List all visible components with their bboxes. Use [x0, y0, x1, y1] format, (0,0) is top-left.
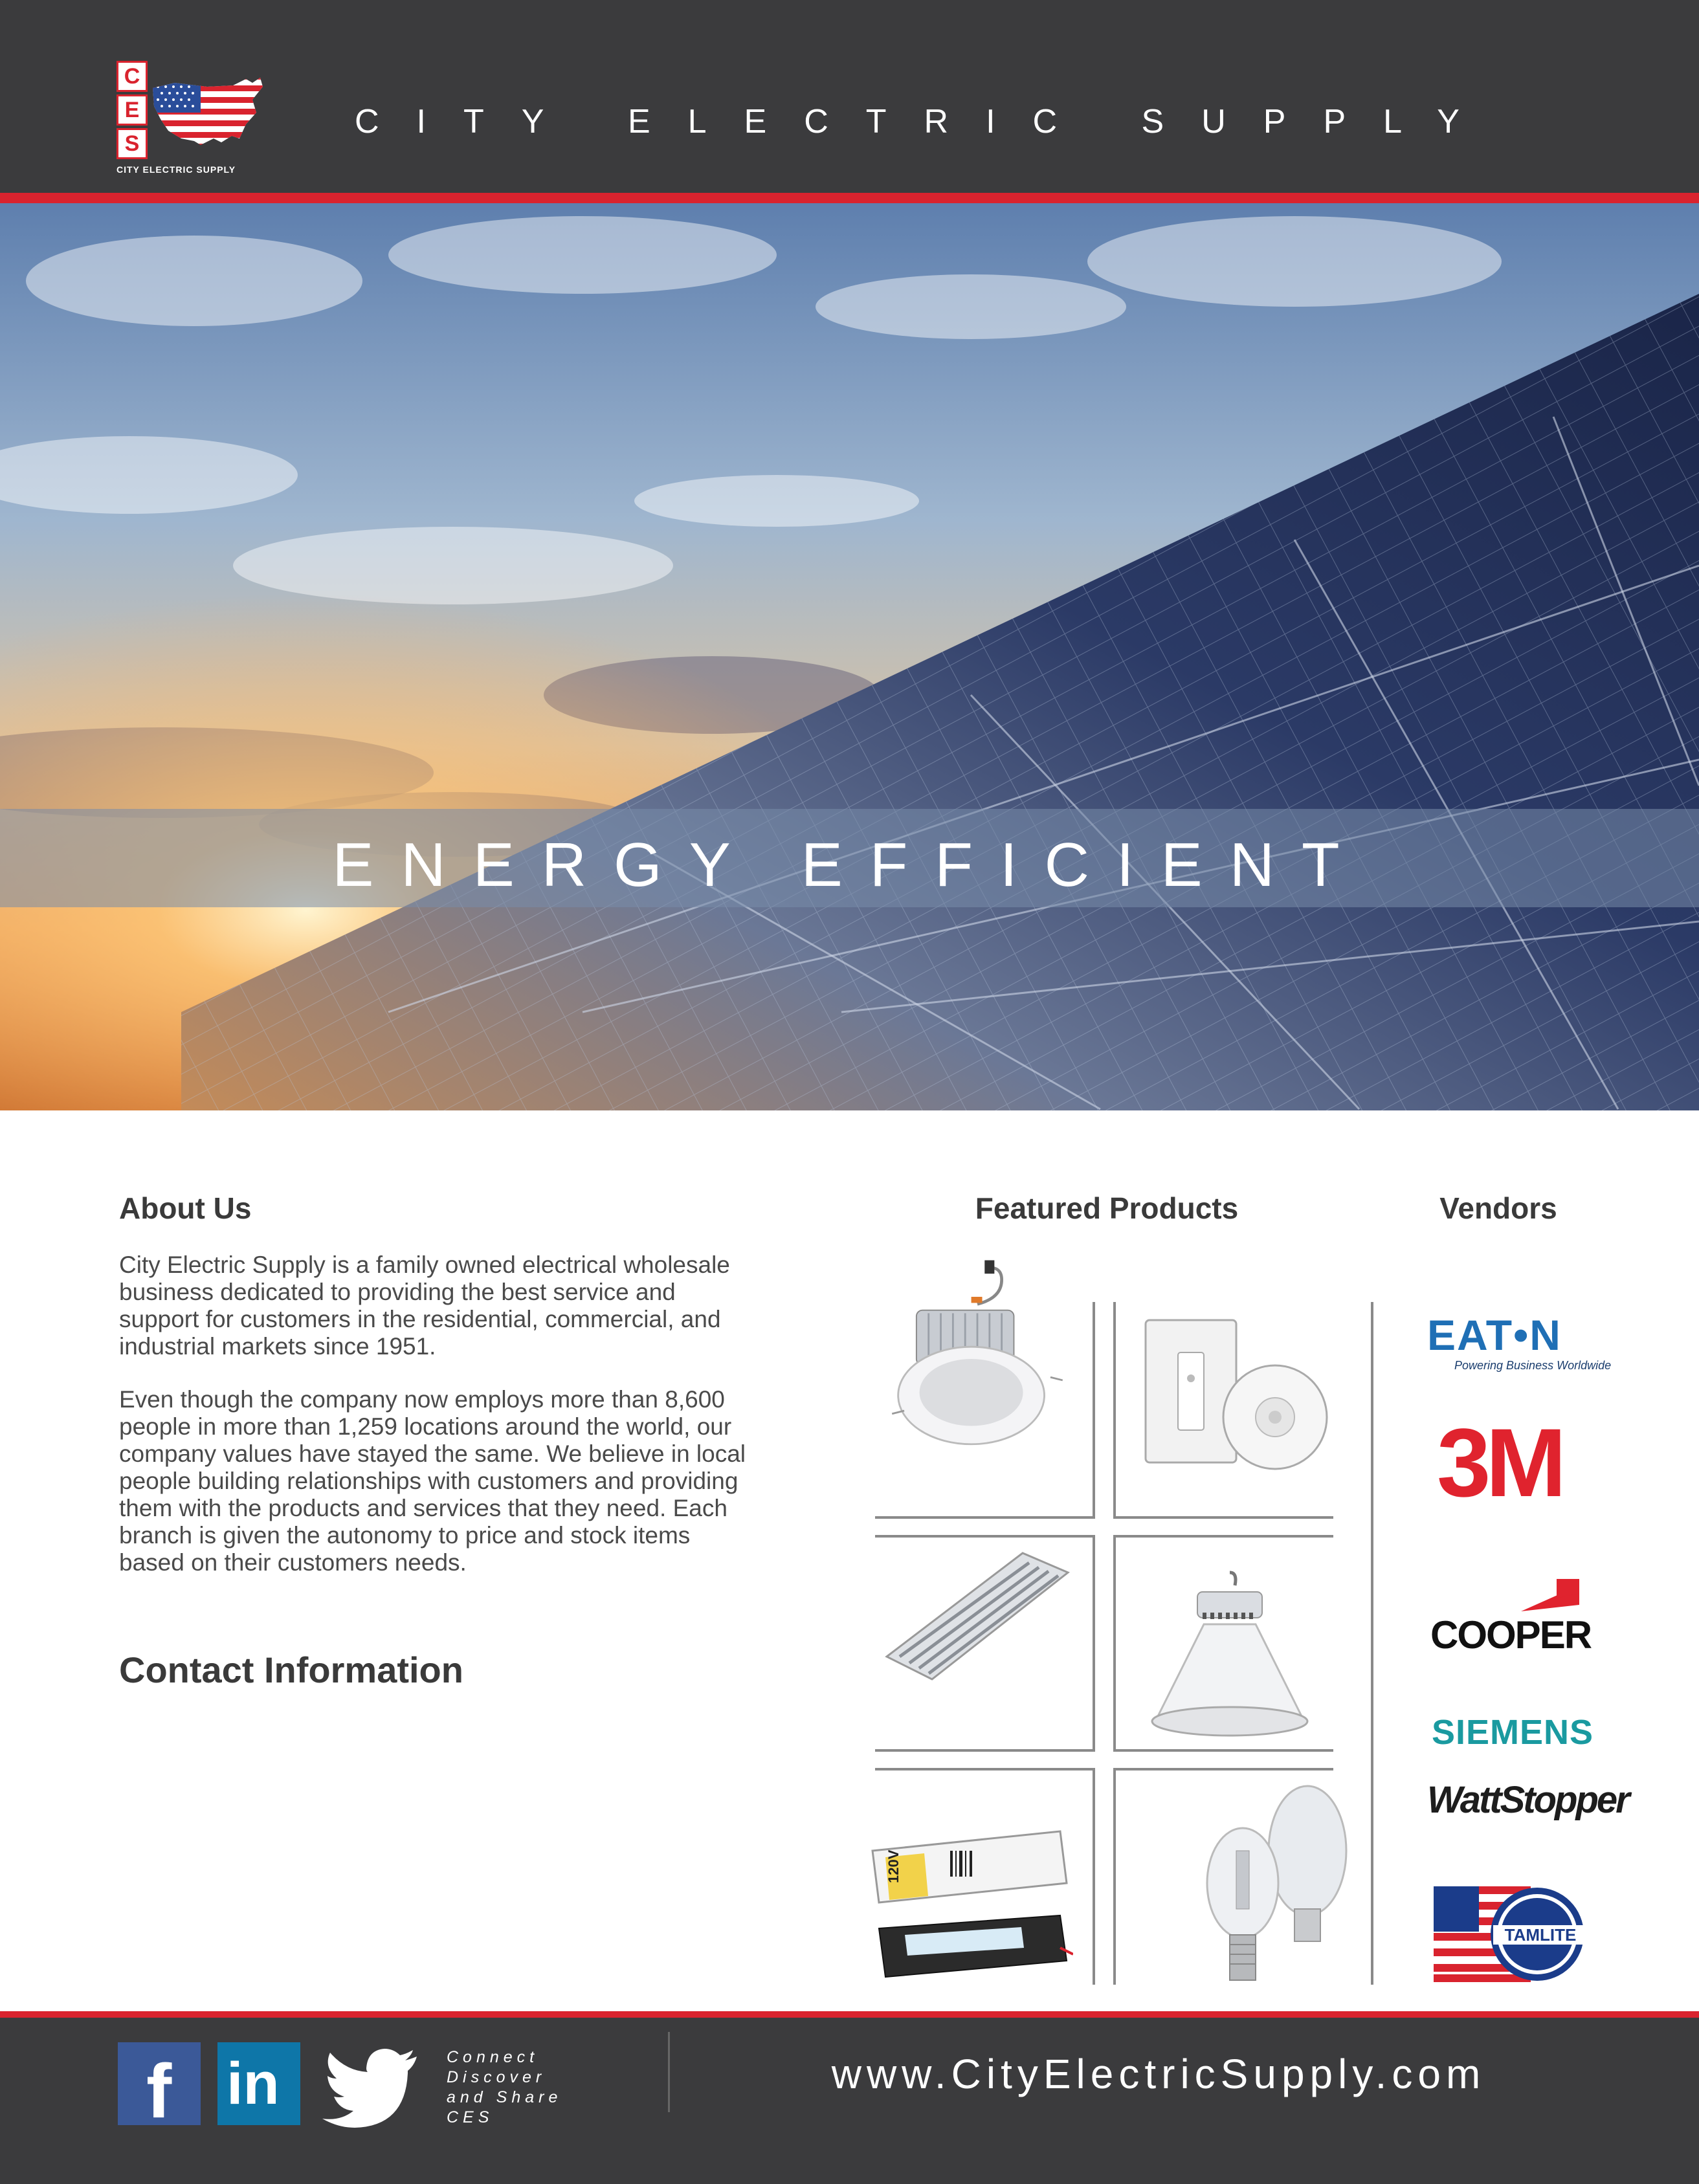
grid-line-vertical-right-3 — [1113, 1768, 1116, 1985]
twitter-icon[interactable] — [322, 2045, 418, 2128]
grid-line-horizontal-3 — [875, 1749, 1093, 1752]
about-heading: About Us — [119, 1191, 252, 1225]
grid-line-vertical-right-2 — [1113, 1535, 1116, 1752]
grid-line-vertical-right — [1113, 1302, 1116, 1519]
vendor-wattstopper[interactable] — [1427, 1778, 1634, 1824]
vendor-cooper-wordmark: COOPER — [1430, 1613, 1592, 1657]
facebook-icon[interactable] — [118, 2042, 201, 2134]
featured-products-heading: Featured Products — [975, 1191, 1239, 1225]
grid-line-horizontal-7 — [875, 1535, 1093, 1538]
product-electronic-ballast[interactable] — [866, 1805, 1073, 2013]
product-fluorescent-fixture[interactable] — [874, 1540, 1081, 1747]
vendor-siemens[interactable] — [1432, 1712, 1600, 1751]
footer-divider — [668, 2032, 670, 2112]
linkedin-letters: in — [227, 2051, 280, 2117]
brand-title: CITY ELECTRIC SUPPLY — [355, 103, 1497, 140]
grid-line-horizontal-1 — [875, 1516, 1093, 1519]
grid-line-horizontal-2 — [1116, 1516, 1333, 1519]
logo-caption: CITY ELECTRIC SUPPLY — [117, 164, 236, 175]
grid-line-horizontal-8 — [1116, 1535, 1333, 1538]
vendors-heading: Vendors — [1439, 1191, 1557, 1225]
logo-letter-c: C — [117, 61, 148, 92]
connect-line-1: Connect — [447, 2048, 539, 2066]
connect-line-4: CES — [447, 2108, 494, 2126]
website-link[interactable]: www.CityElectricSupply.com — [831, 2051, 1486, 2097]
logo-letter-e: E — [117, 94, 148, 126]
grid-line-vertical-left-2 — [1093, 1535, 1095, 1752]
product-metal-halide-lamps[interactable] — [1165, 1780, 1372, 1987]
vendor-3m[interactable] — [1437, 1408, 1592, 1517]
vendor-eaton-wordmark: EAT•N — [1427, 1311, 1562, 1359]
vendor-eaton[interactable] — [1427, 1311, 1612, 1378]
vendor-eaton-tagline: Powering Business Worldwide — [1454, 1359, 1612, 1372]
logo-letter-stack — [117, 61, 146, 162]
connect-line-2: Discover — [447, 2068, 546, 2086]
contact-heading: Contact Information — [119, 1649, 463, 1690]
facebook-letter: f — [146, 2049, 172, 2134]
vendor-siemens-wordmark: SIEMENS — [1432, 1713, 1594, 1752]
grid-line-vertical-left-3 — [1093, 1768, 1095, 1985]
solar-panel-sunset-image — [0, 203, 1699, 1110]
vendor-tamlite-wordmark: TAMLITE — [1504, 1925, 1577, 1945]
logo-letter-s: S — [117, 128, 148, 159]
ces-logo[interactable] — [117, 61, 265, 177]
grid-line-vertical-left — [1093, 1302, 1095, 1519]
ballast-voltage-label: 120V — [885, 1849, 902, 1883]
connect-line-3: and Share — [447, 2088, 562, 2106]
vendor-3m-wordmark: 3M — [1437, 1408, 1562, 1517]
connect-tagline — [447, 2047, 615, 2128]
hero-title: ENERGY EFFICIENT — [332, 830, 1367, 899]
hero-image — [0, 203, 1699, 1110]
header-red-stripe — [0, 193, 1699, 203]
about-paragraph-2: Even though the company now employs more than 8,600 people in more than 1,259 locations around the world, our company values have stayed the same. We believe in local people building relationships with customers and providing them with the products and services that they need. Each branch is given the autonomy to price and stock items based on their customers needs. — [119, 1386, 746, 1576]
product-led-downlight[interactable] — [874, 1255, 1081, 1462]
about-paragraph-1: City Electric Supply is a family owned electrical wholesale business dedicated to providing the best service and support for customers in the residential, commercial, and industrial markets since 1951. — [119, 1252, 730, 1360]
usa-flag-map-icon — [149, 74, 265, 151]
linkedin-icon[interactable] — [217, 2042, 300, 2125]
vendor-cooper[interactable] — [1430, 1579, 1599, 1657]
cooper-flag-icon — [1521, 1579, 1579, 1611]
product-highbay-dome[interactable] — [1126, 1566, 1333, 1773]
footer-red-stripe — [0, 2011, 1699, 2018]
vendor-wattstopper-wordmark: WattStopper — [1427, 1779, 1628, 1821]
vendor-tamlite[interactable] — [1434, 1886, 1595, 1983]
product-occupancy-sensor[interactable] — [1126, 1307, 1333, 1514]
grid-line-horizontal-5 — [875, 1768, 1093, 1770]
